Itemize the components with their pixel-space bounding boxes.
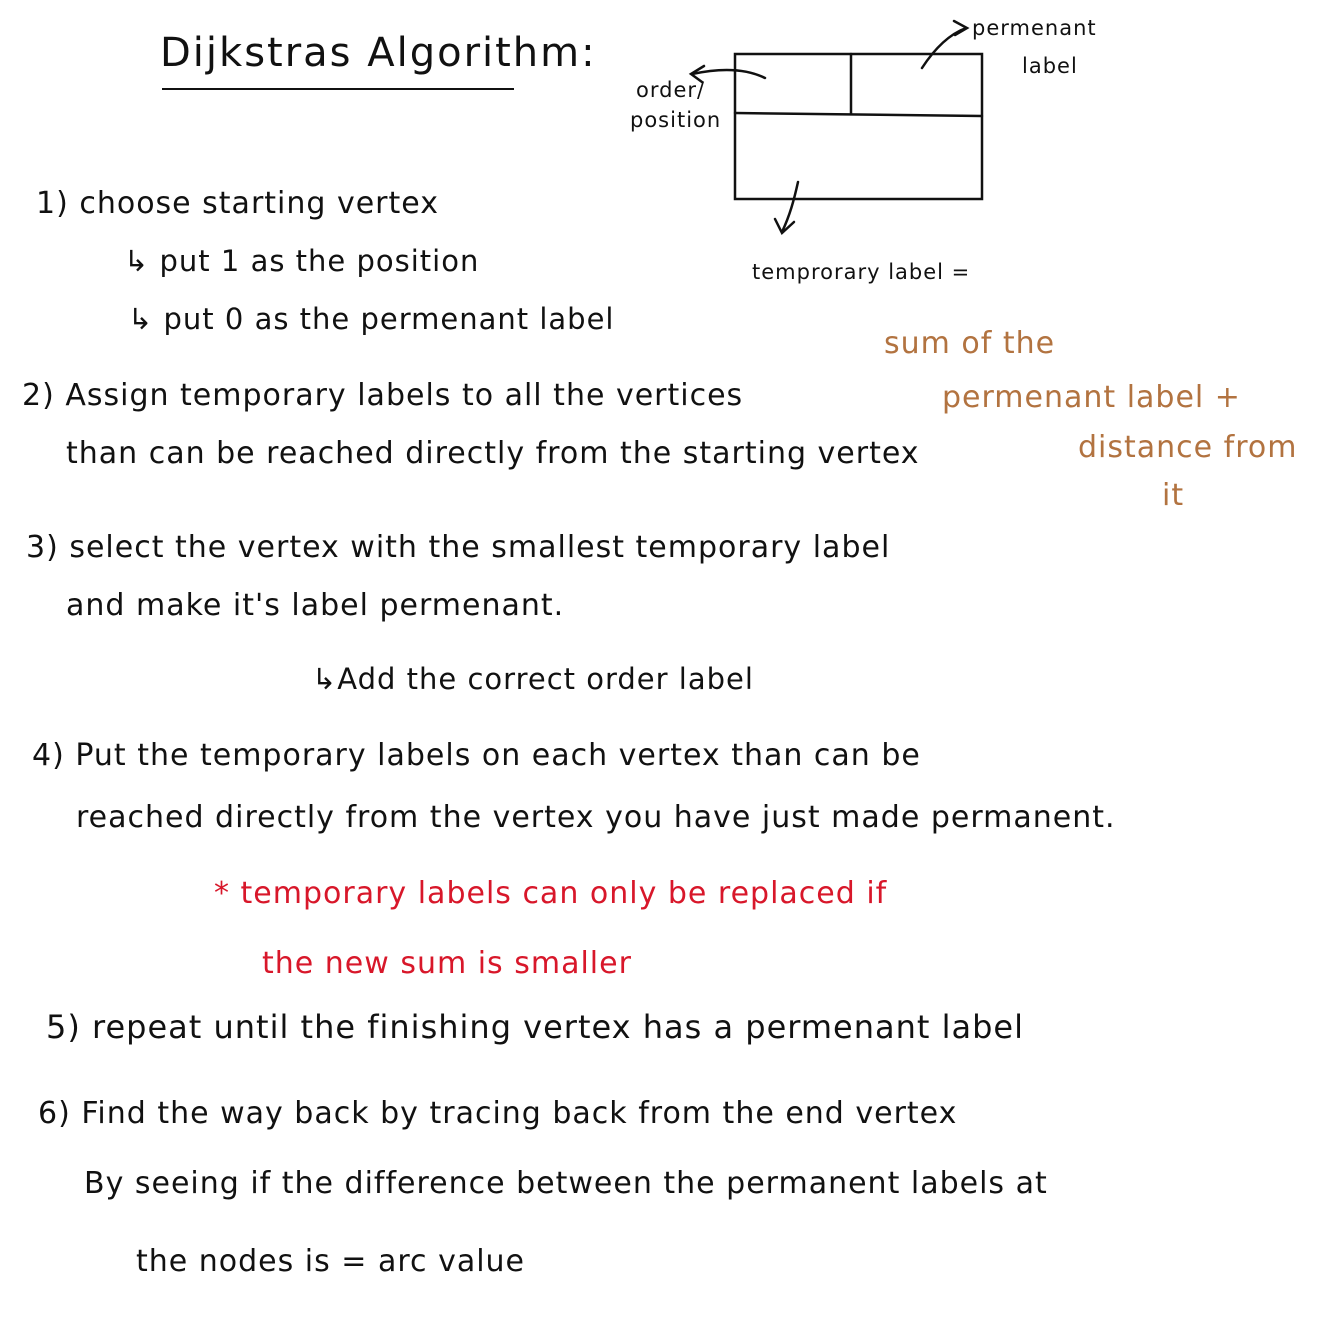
step-1: 1) choose starting vertex xyxy=(36,186,439,221)
step-3-line2: and make it's label permenant. xyxy=(66,588,565,623)
step-4-line2: reached directly from the vertex you have just made permanent. xyxy=(76,800,1116,835)
formula-line1: sum of the xyxy=(884,326,1056,361)
order-arrow xyxy=(692,70,765,78)
permanent-label-line2: label xyxy=(1022,54,1078,78)
step-6-line1: 6) Find the way back by tracing back from the end vertex xyxy=(38,1096,958,1131)
replacement-note-line1: * temporary labels can only be replaced if xyxy=(214,876,888,911)
label-box-divider xyxy=(735,113,982,116)
formula-line3: distance from xyxy=(1078,430,1298,465)
step-3-sub: ↳Add the correct order label xyxy=(312,662,754,696)
formula-line2: permenant label + xyxy=(942,380,1241,415)
label-box xyxy=(735,54,982,199)
permanent-label-line1: permenant xyxy=(972,16,1097,40)
order-label-line2: position xyxy=(630,108,722,132)
step-2-line1: 2) Assign temporary labels to all the vertices xyxy=(22,378,744,413)
step-1-sub-b: ↳ put 0 as the permenant label xyxy=(128,302,615,336)
step-6-line2: By seeing if the difference between the permanent labels at xyxy=(84,1166,1048,1201)
step-2-line2: than can be reached directly from the starting vertex xyxy=(66,436,920,471)
replacement-note-line2: the new sum is smaller xyxy=(262,946,632,981)
temporary-label-caption: temprorary label = xyxy=(752,260,971,284)
formula-line4: it xyxy=(1162,478,1185,513)
step-6-line3: the nodes is = arc value xyxy=(136,1244,526,1279)
step-5: 5) repeat until the finishing vertex has a permenant label xyxy=(46,1008,1024,1046)
order-label-line1: order/ xyxy=(636,78,706,102)
page-title: Dijkstras Algorithm: xyxy=(160,30,597,76)
permanent-arrow xyxy=(922,28,966,68)
step-1-sub-a: ↳ put 1 as the position xyxy=(124,244,480,278)
step-4-line1: 4) Put the temporary labels on each vertex than can be xyxy=(32,738,921,773)
step-3-line1: 3) select the vertex with the smallest temporary label xyxy=(26,530,891,565)
